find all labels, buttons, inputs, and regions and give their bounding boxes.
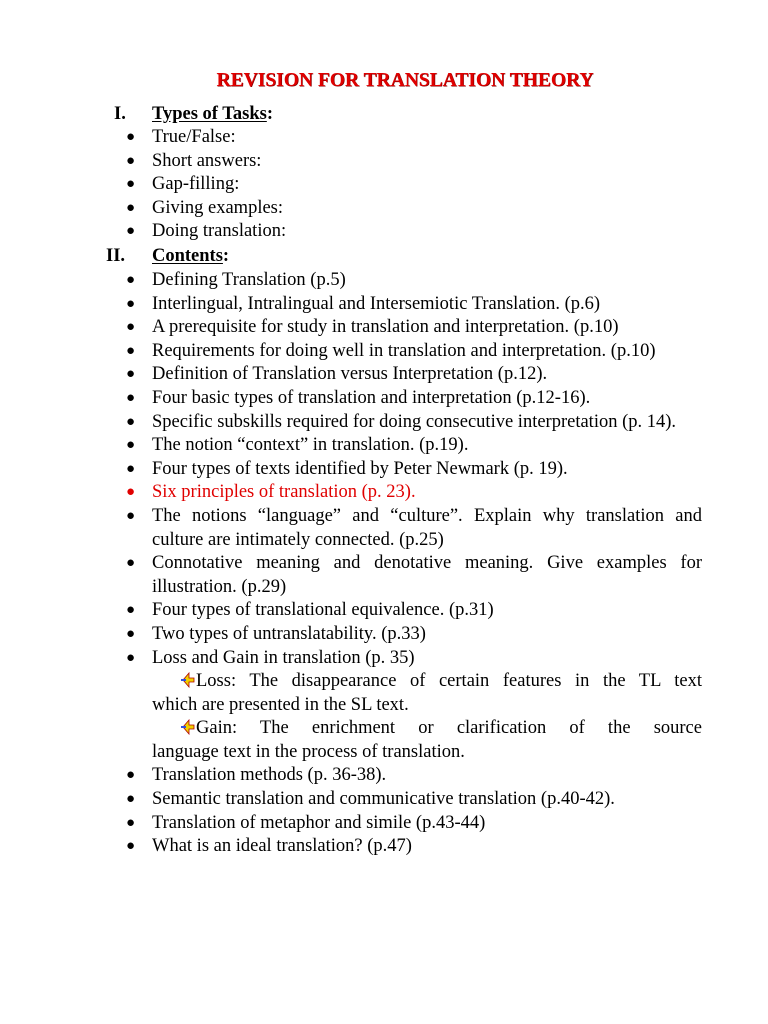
bullet-icon: ● — [126, 649, 136, 666]
list-item: ● Four basic types of translation and interpretation (p.12-16). — [0, 387, 702, 411]
section-types-of-tasks — [114, 103, 414, 127]
bullet-icon: ● — [126, 366, 136, 383]
bullet-icon: ● — [126, 199, 136, 216]
list-item: ● What is an ideal translation? (p.47) — [0, 835, 702, 859]
list-item: ● Gap-filling: — [0, 173, 702, 197]
bullet-icon: ● — [126, 838, 136, 855]
arrow-icon — [180, 672, 196, 688]
section-heading — [152, 245, 229, 269]
list-item: ● Short answers: — [0, 150, 702, 174]
list-item: ● The notion “context” in translation. (p.19). — [0, 434, 702, 458]
sub-item-gain: Gain: The enrichment or clarification of the source language text in the process of translation. — [152, 718, 702, 762]
section-contents — [106, 245, 406, 269]
list-item: ● A prerequisite for study in translation and interpretation. (p.10) — [0, 316, 702, 340]
sub-item-loss: Loss: The disappearance of certain features in the TL text which are presented in the SL text. — [152, 671, 702, 715]
list-item: ● Interlingual, Intralingual and Intersemiotic Translation. (p.6) — [0, 293, 702, 317]
list-item: ● Translation methods (p. 36-38). — [0, 764, 702, 788]
bullet-icon: ● — [126, 342, 136, 359]
bullet-icon: ● — [126, 413, 136, 430]
bullet-icon: ● — [126, 176, 136, 193]
bullet-icon: ● — [126, 319, 136, 336]
bullet-icon: ● — [126, 484, 136, 501]
bullet-icon: ● — [126, 555, 136, 572]
list-item: ● Giving examples: — [0, 197, 702, 221]
bullet-icon: ● — [126, 223, 136, 240]
list-item: ● Four types of texts identified by Peter Newmark (p. 19). — [0, 458, 702, 482]
list-item: ● Doing translation: — [0, 220, 702, 244]
bullet-icon: ● — [126, 767, 136, 784]
list-item: ● Defining Translation (p.5) — [0, 269, 702, 293]
list-item: ● Loss and Gain in translation (p. 35) — [0, 647, 702, 671]
section-heading-colon: : — [266, 104, 273, 124]
section-number: II. — [106, 246, 126, 266]
list-item: ● Translation of metaphor and simile (p.43-44) — [0, 812, 702, 836]
list-item: ● Four types of translational equivalence. (p.31) — [0, 599, 702, 623]
section-heading-text: Contents — [152, 246, 223, 266]
bullet-icon: ● — [126, 129, 136, 145]
contents-list — [0, 269, 702, 859]
list-item: ● True/False: — [0, 126, 702, 150]
section-heading-colon: : — [222, 246, 230, 266]
list-item: ● Connotative meaning and denotative meaning. Give examples for illustration. (p.29) — [126, 553, 702, 597]
bullet-icon: ● — [126, 602, 136, 619]
list-item: ● Two types of untranslatability. (p.33) — [0, 623, 702, 647]
bullet-icon: ● — [126, 295, 136, 312]
bullet-icon: ● — [126, 791, 136, 808]
list-item: ● Semantic translation and communicative translation (p.40-42). — [0, 788, 702, 812]
bullet-icon: ● — [126, 437, 136, 454]
list-item: ● Definition of Translation versus Interpretation (p.12). — [0, 363, 702, 387]
section-number: I. — [114, 104, 126, 124]
section-heading — [152, 103, 273, 127]
list-item: ● Requirements for doing well in translation and interpretation. (p.10) — [0, 340, 702, 364]
bullet-icon: ● — [126, 625, 136, 642]
arrow-icon — [180, 719, 196, 735]
list-item: ● The notions “language” and “culture”. Explain why translation and culture are intimately connected. (p.25) — [126, 505, 702, 550]
bullet-icon: ● — [126, 272, 136, 288]
section-heading-text: Types of Tasks — [152, 104, 267, 124]
bullet-icon: ● — [126, 460, 136, 477]
bullet-icon: ● — [126, 389, 136, 406]
bullet-icon: ● — [126, 507, 136, 524]
list-item: ● Specific subskills required for doing consecutive interpretation (p. 14). — [0, 411, 702, 435]
page-title: REVISION FOR TRANSLATION THEORY — [216, 70, 594, 91]
task-types-list — [0, 126, 702, 244]
list-item-highlighted: ● Six principles of translation (p. 23). — [0, 481, 702, 505]
bullet-icon: ● — [126, 814, 136, 831]
bullet-icon: ● — [126, 152, 136, 169]
